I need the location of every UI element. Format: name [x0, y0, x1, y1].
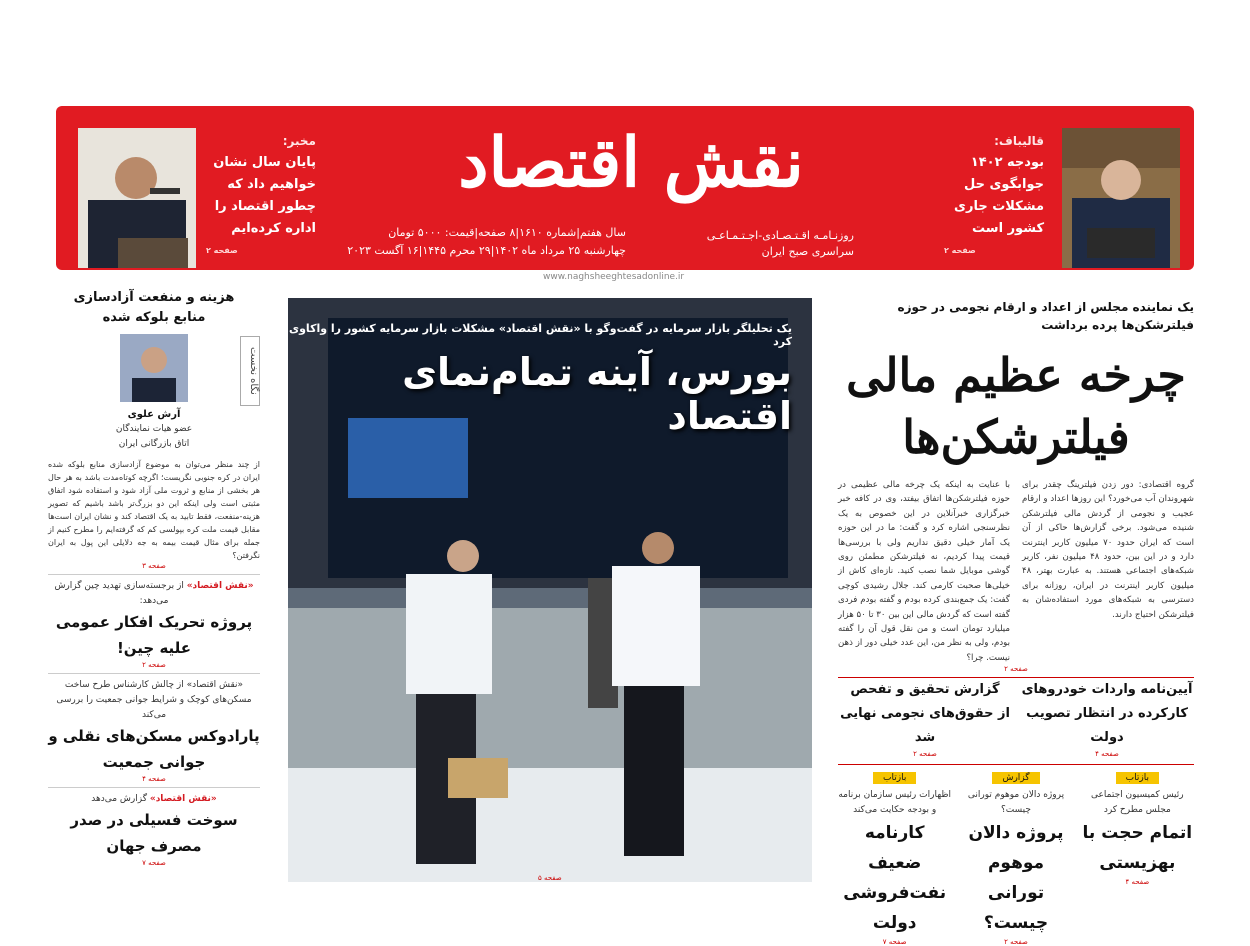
bottom-teases — [838, 764, 1194, 946]
page-ref: صفحه ۳ — [142, 562, 166, 570]
tease-headline: اتمام حجت با بهزیستی — [1082, 823, 1193, 874]
lead-photo[interactable] — [288, 298, 812, 882]
tease-story[interactable] — [1020, 678, 1194, 758]
source-tag: «نقش اقتصاد» — [186, 581, 254, 591]
section-label: نگاه نخست — [240, 336, 260, 406]
tease-row — [838, 677, 1194, 758]
author-role: عضو هیات نمایندگان — [115, 424, 193, 434]
issue-line: چهارشنبه ۲۵ مرداد ماه ۱۴۰۲|۲۹ محرم ۱۴۴۵|۱۶ آگست ۲۰۲۳ — [347, 244, 626, 257]
site-url[interactable]: www.naghsheeghtesadonline.ir — [543, 272, 685, 282]
body-column: گروه اقتصادی: دور زدن فیلترینگ چقدر برای شهروندان آب می‌خورد؟ این روزها اعداد و ارقام عجیب و نجومی از گردش مالی فیلترشکن شنیده می‌شود. برخی گزارش‌ها حاکی از آن است که ایران حدود ۷۰ میلیون کاربر اینترنت دارد و در این بین، حدود ۴۸ میلیون نفر، کاربر شبکه‌های اجتماعی هستند. به عبارت بهتر، ۴۸ میلیون کاربر اینترنت در ایران، روزانه برای دسترسی به شبکه‌های مورد استفاده‌شان به فیلترشکن احتیاج دارند. — [1022, 480, 1194, 620]
story-headline[interactable]: پارادوکس مسکن‌های نقلی و جوانی جمعیت — [48, 727, 260, 771]
photo-kicker: یک تحلیلگر بازار سرمایه در گفت‌وگو با «نقش اقتصاد» مشکلات بازار سرمایه کشور را واکاوی کرد — [289, 322, 792, 348]
page-ref: صفحه ۲ — [1004, 938, 1028, 946]
main-kicker: یک نماینده مجلس از اعداد و ارقام نجومی در حوزه فیلترشکن‌ها پرده برداشت — [897, 300, 1194, 332]
left-side-line: پایان سال نشان — [213, 155, 316, 170]
opinion-title-line: منابع بلوکه شده — [102, 310, 206, 325]
tease-tag: بازتاب — [1116, 772, 1159, 784]
tease-story[interactable] — [838, 678, 1012, 758]
divider — [48, 673, 260, 674]
left-side-news[interactable] — [206, 130, 316, 262]
main-headline-line: چرخه عظیم مالی — [846, 348, 1186, 402]
tagline-line: روزنـامـه اقـتـصـادی-اجـتـمـاعـی — [706, 229, 854, 242]
page-ref: صفحه ۲ — [944, 246, 976, 255]
opinion-title-line: هزینه و منفعت آزادسازی — [73, 290, 235, 305]
opinion-text: از چند منظر می‌توان به موضوع آزادسازی منابع بلوکه شده ایران در کره جنوبی نگریست؛ اگرچه کوتاه‌مدت باشد به هر حال هر بخشی از منابع و ثروت ملی آزاد شود و استفاده شود اتفاق مثبتی است ولی اینکه این دو بزرگ‌تر باشد باشیم که تصویر هزینه-منفعت، فقط تابید به یک اقتصاد کند و نشان ایران است‌ها مقابل قیمت ملت کره بپولسی کم که گرفته‌ایم را مطرح کنیم از جمله برای مثال قیمت بیمه به جه دلایلی این پول به ایران نگرفتن؟ — [48, 460, 260, 560]
left-side-line: چطور اقتصاد را — [214, 199, 316, 214]
story-intro-text: گزارش می‌دهد — [91, 794, 147, 804]
body-column: با عنایت به اینکه یک چرخه مالی عظیمی در حوزه فیلترشکن‌ها اتفاق بیفتد، وی در کافه خبر خبرگزاری خبرآنلاین در این خصوص به یک نظرسنجی اشاره کرد و گفت: ما در این حوزه یک آمار خیلی دقیق نداریم ولی با بررسی‌ها قیمت پیدا کردیم، نه فیلترشکن مطمئن روی گوشی موبایل شما نصب کنید. نازه‌ای کاش از خیلی‌ها صحبت کارمی کند. جلال رشیدی کوچی گفت: یک جمع‌بندی کرده بودم و گفته بودم فردی گفته است که گردش مالی این بین ۳۰ تا ۵۰ هزار میلیارد تومان است و من نقل قول آن را گفته بودم، ولی به نظر من، این عدد خیلی دور از ذهن نیست. چرا؟ — [838, 480, 1010, 663]
left-side-label: مخبر: — [282, 134, 316, 148]
right-side-line: بودجه ۱۴۰۲ — [970, 155, 1044, 170]
tease-headline: کارکرده در انتظار تصویب دولت — [1026, 706, 1188, 746]
story-intro-text: از برجسته‌سازی تهدید چین گزارش می‌دهد: — [54, 581, 184, 606]
page-ref: صفحه ۴ — [1095, 750, 1119, 759]
divider — [48, 574, 260, 575]
bottom-tease[interactable] — [959, 765, 1072, 946]
tagline-line: سراسری صبح ایران — [761, 245, 854, 258]
story-headline[interactable]: پروژه تحریک افکار عمومی علیه چین! — [55, 613, 253, 657]
tease-headline: کارنامه ضعیف نفت‌فروشی دولت — [843, 823, 947, 934]
tease-sub: اظهارات رئیس سازمان برنامه و بودجه حکایت می‌کند — [838, 790, 952, 816]
story-intro — [48, 792, 260, 807]
left-side-line: اداره کرده‌ایم — [231, 221, 316, 236]
author-role: اتاق بازرگانی ایران — [118, 439, 190, 449]
left-column — [48, 288, 260, 888]
page-ref: صفحه ۴ — [142, 775, 166, 783]
left-side-line: خواهیم داد که — [227, 177, 316, 192]
masthead — [56, 106, 1194, 270]
page-ref: صفحه ۲ — [142, 661, 166, 669]
page-ref: صفحه ۲ — [206, 246, 238, 255]
newspaper-logo: نقش اقتصاد — [458, 123, 804, 203]
right-side-label: قالیباف: — [994, 134, 1044, 148]
divider — [48, 787, 260, 788]
main-headline-line: فیلترشکن‌ها — [902, 410, 1130, 464]
page-ref: صفحه ۲ — [1004, 665, 1028, 674]
tease-headline: پروژه دالان موهوم تورانی چیست؟ — [968, 823, 1064, 934]
page-ref: صفحه ۴ — [1125, 878, 1150, 887]
left-portrait — [78, 128, 196, 268]
tease-headline: گزارش تحقیق و تفحص — [850, 682, 1000, 698]
author-name: آرش علوی — [127, 409, 181, 420]
page-ref: صفحه ۲ — [913, 750, 937, 759]
tease-tag: گزارش — [992, 772, 1039, 784]
bottom-tease[interactable] — [838, 765, 951, 946]
page-ref: صفحه ۷ — [142, 859, 166, 867]
story-headline[interactable]: سوخت فسیلی در صدر مصرف جهان — [70, 811, 238, 855]
source-tag: «نقش اقتصاد» — [149, 794, 217, 804]
right-side-line: جوابگوی حل — [964, 177, 1044, 192]
right-side-news[interactable] — [944, 130, 1044, 262]
right-column — [838, 298, 1194, 946]
right-side-line: مشکلات جاری — [954, 199, 1044, 214]
tease-sub: رئیس کمیسیون اجتماعی مجلس مطرح کرد — [1091, 790, 1184, 816]
photo-headline[interactable]: بورس، آینه تمام‌نمای اقتصاد — [402, 350, 792, 438]
opinion-title — [48, 288, 260, 328]
tease-headline: از حقوق‌های نجومی نهایی شد — [840, 706, 1010, 746]
tease-tag: بازتاب — [873, 772, 916, 784]
tease-sub: پروژه دالان موهوم تورانی چیست؟ — [967, 790, 1065, 816]
issue-line: سال هفتم|شماره ۱۶۱۰|۸ صفحه|قیمت: ۵۰۰۰ تومان — [388, 226, 626, 239]
story-intro — [48, 579, 260, 609]
right-portrait — [1062, 128, 1180, 268]
issue-info — [326, 224, 626, 260]
right-side-line: کشور است — [972, 221, 1044, 236]
page-ref: صفحه ۵ — [538, 874, 562, 882]
main-story-body — [838, 478, 1194, 665]
author-avatar — [120, 334, 188, 402]
tagline — [707, 228, 854, 260]
page-ref: صفحه ۷ — [882, 938, 907, 946]
main-headline[interactable] — [838, 344, 1194, 468]
bottom-tease[interactable] — [1081, 765, 1194, 946]
tease-headline: آیین‌نامه واردات خودروهای — [1021, 682, 1193, 698]
story-intro: «نقش اقتصاد» از چالش کارشناس طرح ساخت مسکن‌های کوچک و شرایط جوانی جمعیت را بررسی می‌کند — [56, 680, 252, 720]
